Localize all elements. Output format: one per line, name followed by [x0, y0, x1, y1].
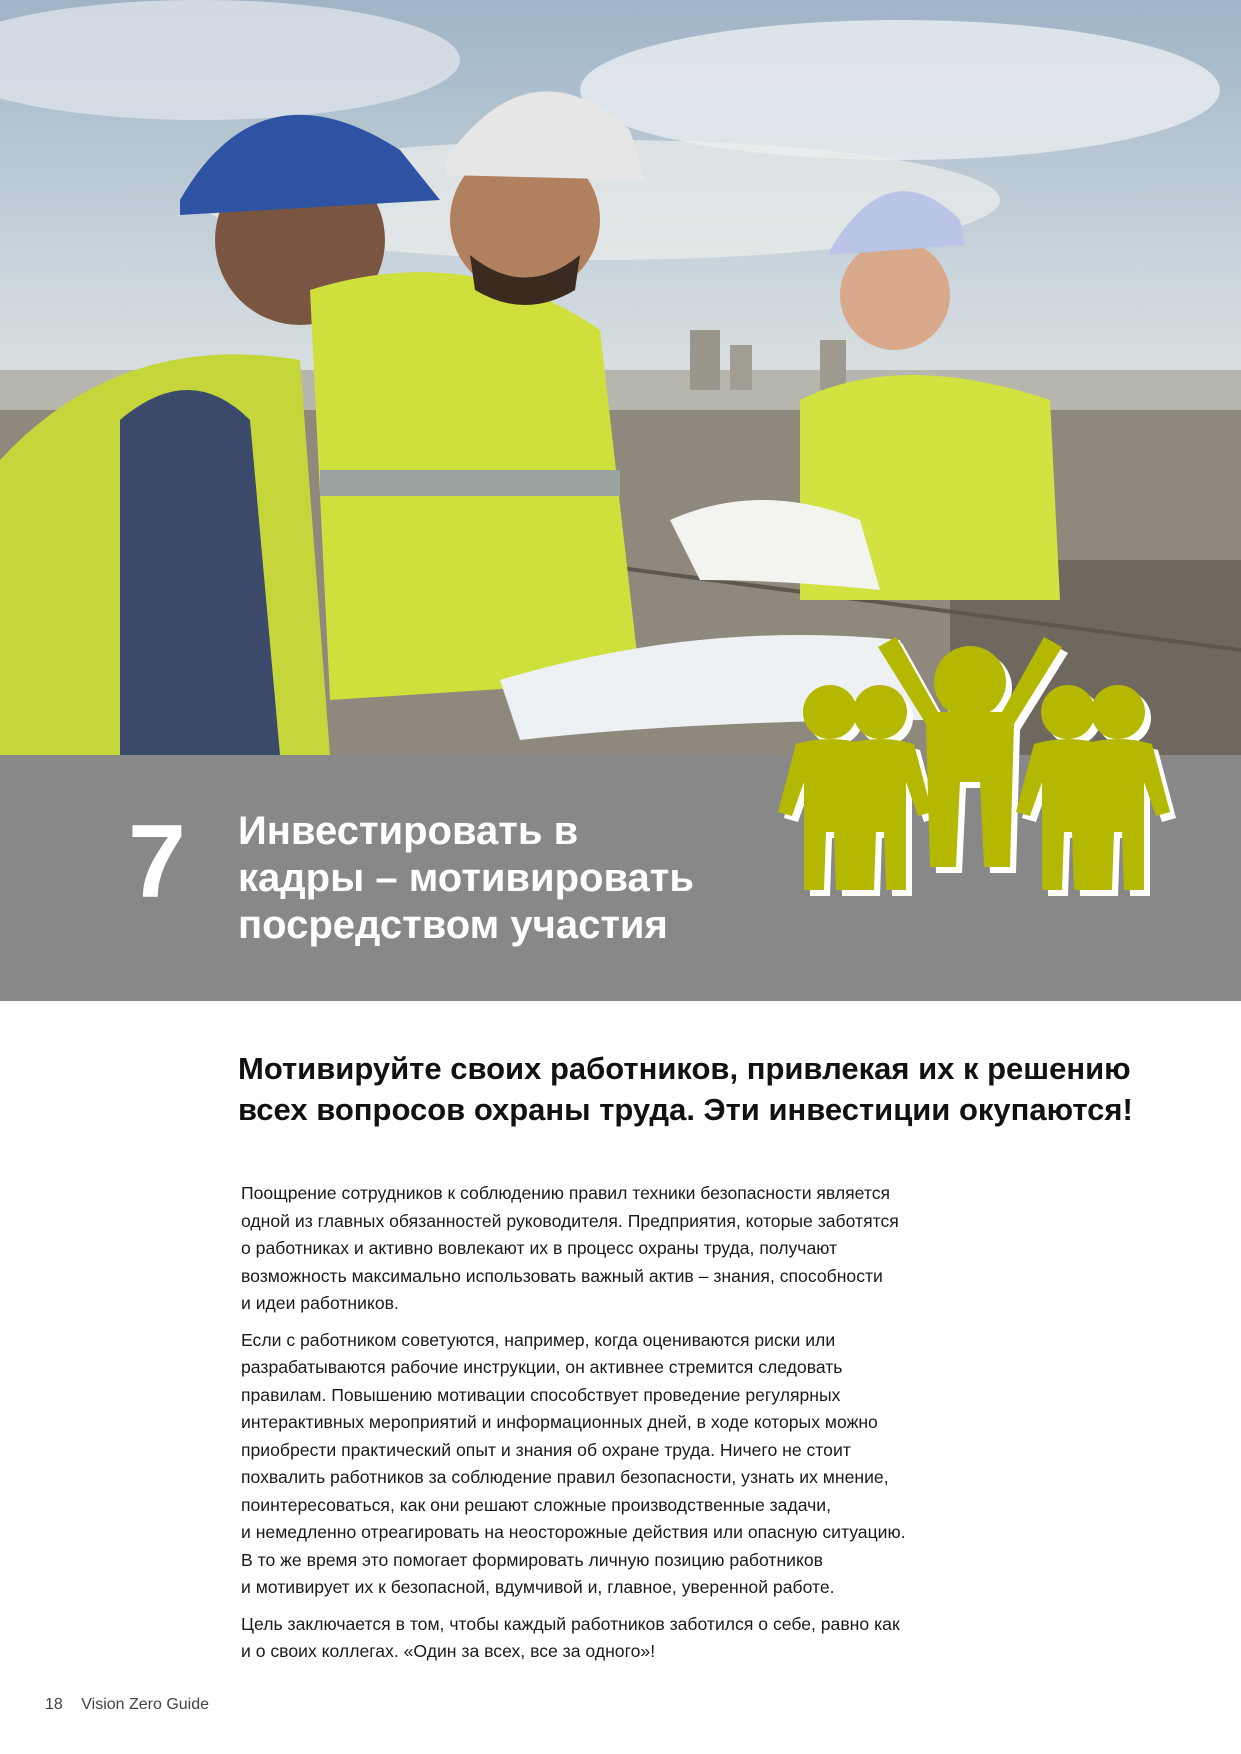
chapter-title-line: Инвестировать в [238, 809, 579, 853]
body-text [241, 1180, 1001, 1675]
lead-line: Мотивируйте своих работников, привлекая их к решению [238, 1051, 1131, 1086]
paragraph [241, 1611, 1001, 1666]
page-footer [45, 1696, 209, 1714]
page-number: 18 [45, 1696, 63, 1713]
text-line: о работниках и активно вовлекают их в процесс охраны труда, получают [241, 1238, 838, 1258]
chapter-title-line: кадры – мотивировать [238, 856, 694, 900]
text-line: поинтересоваться, как они решают сложные производственные задачи, [241, 1494, 832, 1515]
text-line: и мотивирует их к безопасной, вдумчивой и, главное, уверенной работе. [241, 1577, 835, 1597]
text-line: и идеи работников. [241, 1293, 399, 1313]
text-line: интерактивных мероприятий и информационных дней, в ходе которых можно [241, 1412, 878, 1432]
text-line: возможность максимально использовать важный актив – знания, способности [241, 1265, 883, 1286]
chapter-number: 7 [128, 804, 186, 920]
chapter-title [238, 808, 778, 949]
lead-heading [238, 1048, 1138, 1130]
guide-title: Vision Zero Guide [81, 1696, 210, 1713]
text-line: В то же время это помогает формировать личную позицию работников [241, 1549, 824, 1570]
text-line: Поощрение сотрудников к соблюдению правил техники безопасности является [241, 1183, 891, 1203]
text-line: правилам. Повышению мотивации способствует проведение регулярных [241, 1384, 841, 1405]
text-line: и немедленно отреагировать на неосторожные действия или опасную ситуацию. [241, 1522, 906, 1542]
text-line: похвалить работников за соблюдение правил безопасности, узнать их мнение, [241, 1467, 889, 1487]
text-line: приобрести практический опыт и знания об охране труда. Ничего не стоит [241, 1439, 851, 1460]
text-line: и о своих коллегах. «Один за всех, все за одного»! [241, 1641, 656, 1661]
paragraph [241, 1327, 1001, 1602]
group-of-people-icon [770, 605, 1190, 910]
text-line: разрабатываются рабочие инструкции, он активнее стремится следовать [241, 1357, 843, 1377]
text-line: Цель заключается в том, чтобы каждый работников заботился о себе, равно как [241, 1613, 900, 1634]
chapter-title-line: посредством участия [238, 903, 668, 947]
text-line: одной из главных обязанностей руководителя. Предприятия, которые заботятся [241, 1210, 899, 1231]
text-line: Если с работником советуются, например, когда оцениваются риски или [241, 1329, 836, 1350]
paragraph [241, 1180, 1001, 1318]
lead-line: всех вопросов охраны труда. Эти инвестиции окупаются! [238, 1092, 1133, 1127]
